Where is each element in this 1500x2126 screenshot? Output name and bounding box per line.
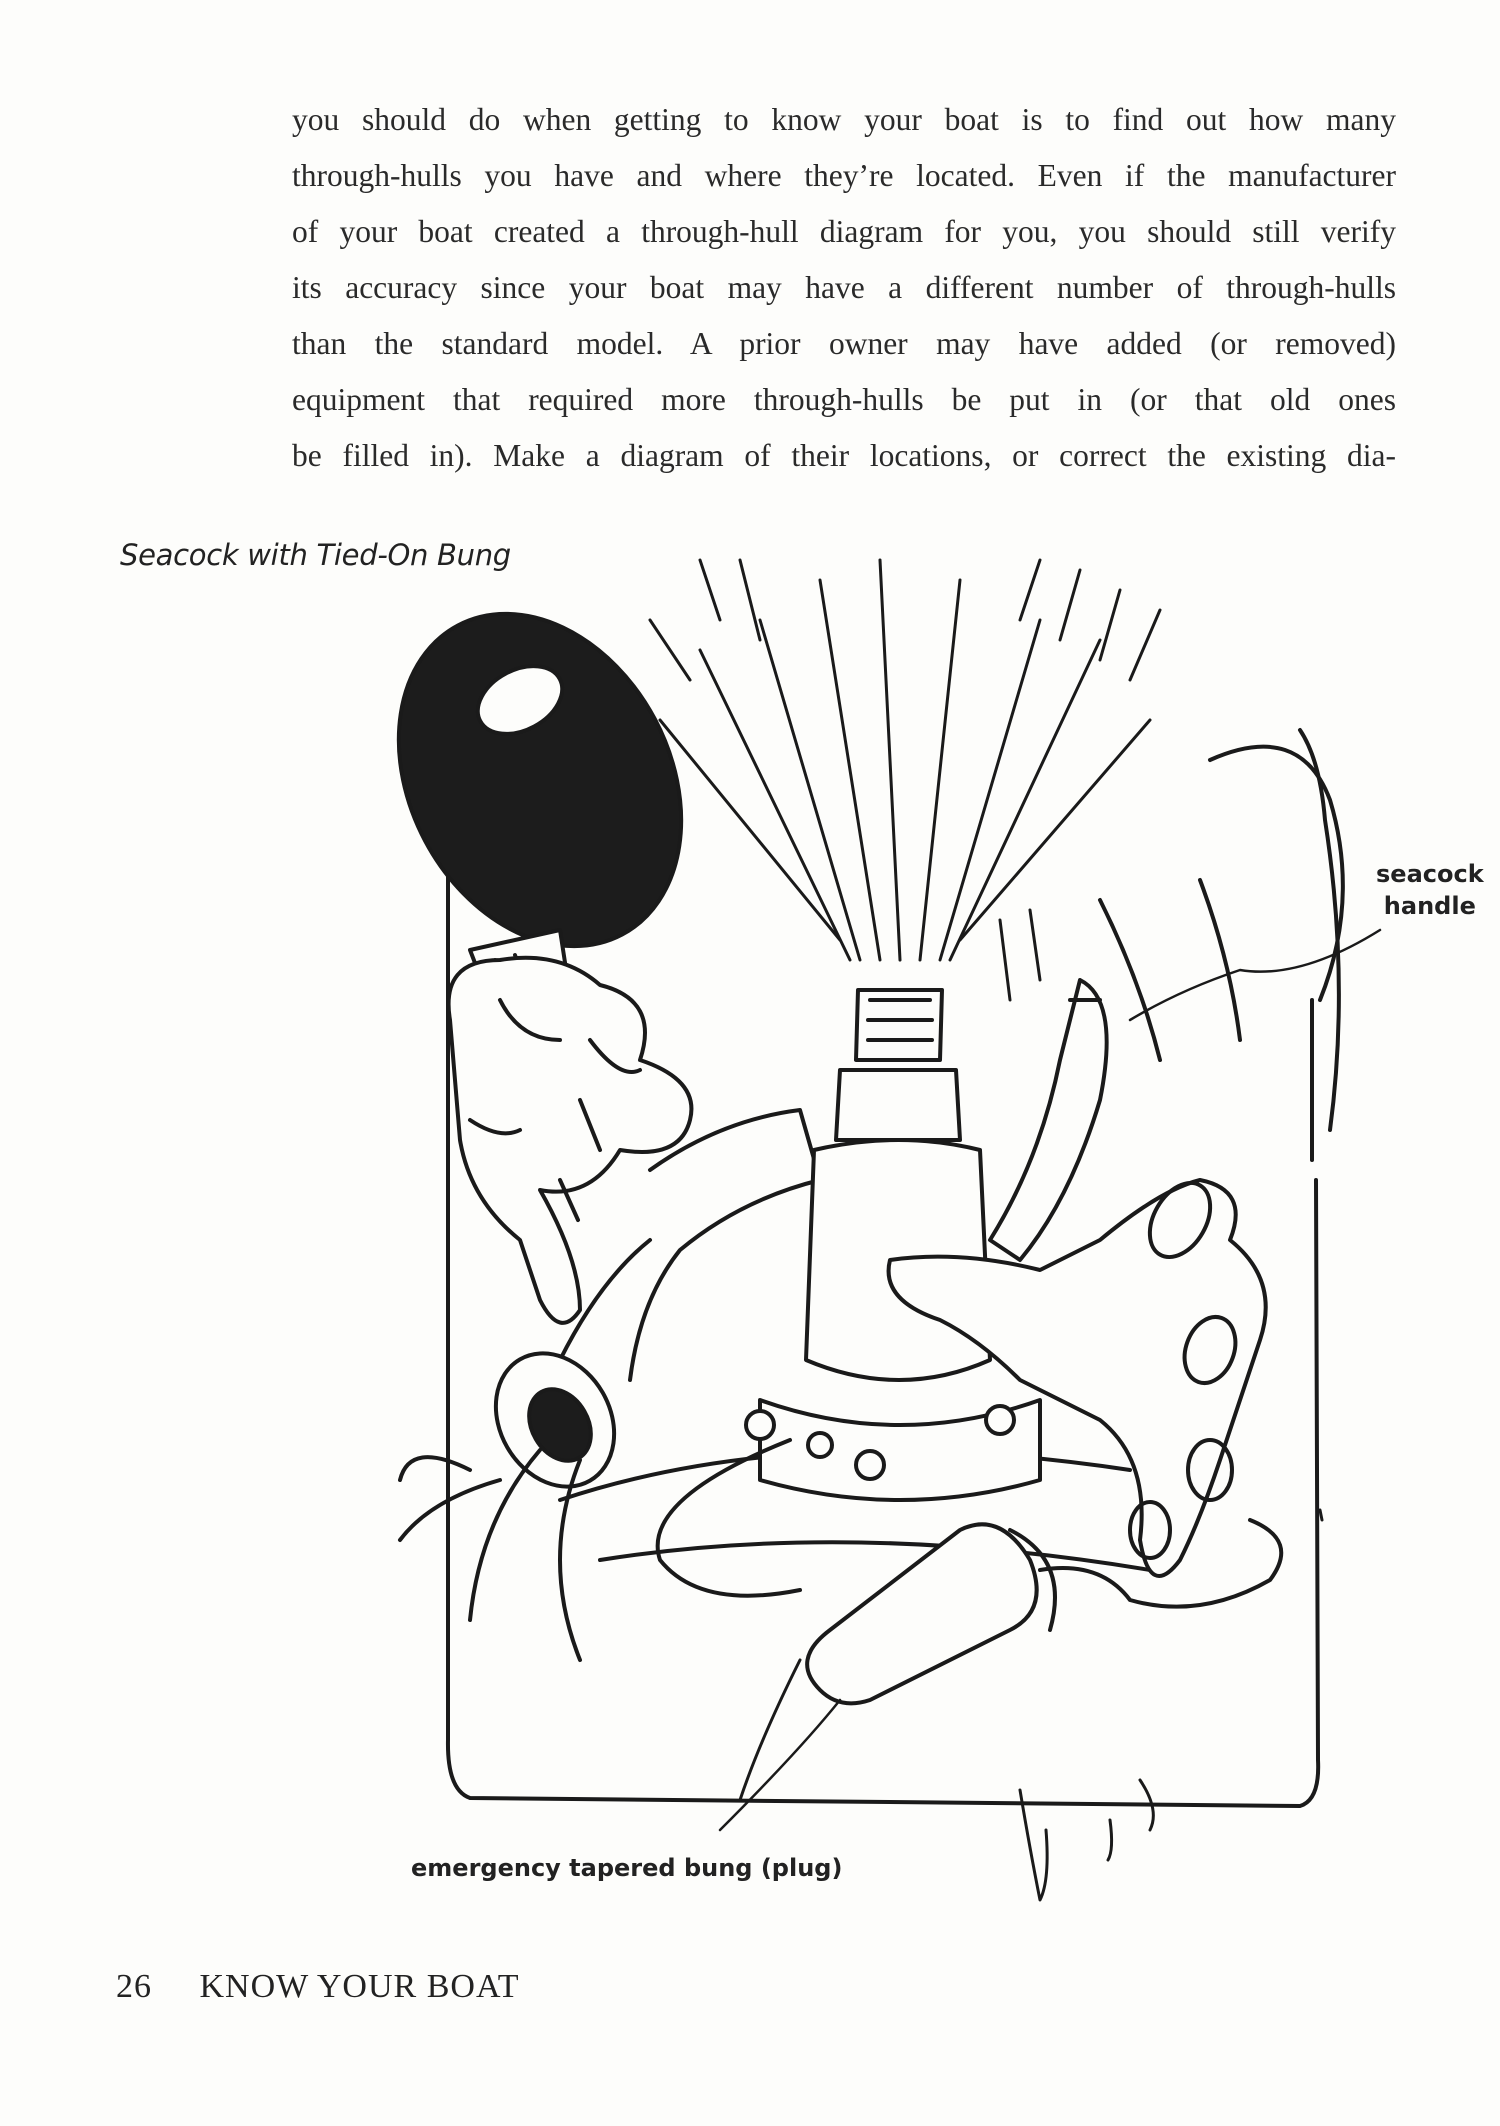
figure-caption: Seacock with Tied-On Bung	[120, 538, 511, 572]
paragraph-line: be filled in). Make a diagram of their locations, or correct the existing dia-	[292, 438, 1396, 473]
paragraph-line: of your boat created a through-hull diagram for you, you should still verify	[292, 214, 1396, 249]
left-hand	[449, 958, 692, 1323]
callout-line: seacock	[1376, 860, 1484, 888]
paragraph-line: its accuracy since your boat may have a different number of through-hulls	[292, 270, 1396, 305]
paragraph-line: equipment that required more through-hulls be put in (or that old ones	[292, 382, 1396, 417]
callout-line: handle	[1383, 892, 1476, 920]
page-number: 26	[116, 1968, 152, 2005]
water-spray	[650, 560, 1160, 1000]
seacock-handle-shape	[990, 980, 1107, 1260]
callout-seacock-handle	[1376, 858, 1484, 922]
paragraph-line: through-hulls you have and where they’re located. Even if the manufacturer	[292, 158, 1396, 193]
paragraph-line: you should do when getting to know your boat is to find out how many	[292, 102, 1396, 137]
page-footer	[116, 1968, 520, 2006]
paragraph-line: than the standard model. A prior owner may have added (or removed)	[292, 326, 1396, 361]
running-head: KNOW YOUR BOAT	[199, 1968, 520, 2005]
callout-emergency-bung: emergency tapered bung (plug)	[411, 1854, 843, 1882]
